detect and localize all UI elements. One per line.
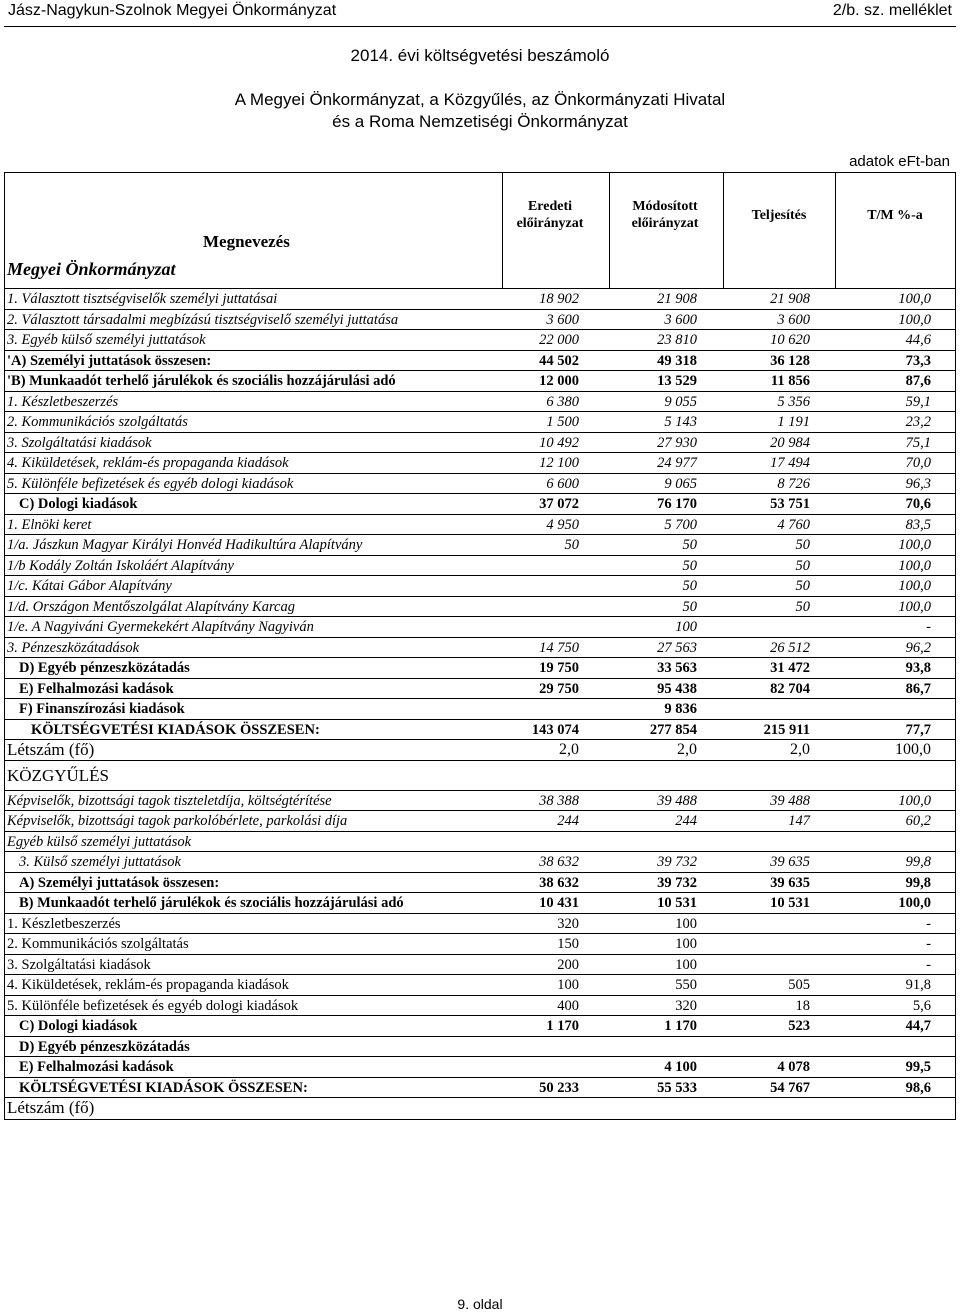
row-label: D) Egyéb pénzeszközátadás <box>19 660 190 676</box>
value-teljesites: 26 512 <box>770 639 810 656</box>
value-eredeti: 100 <box>557 977 579 993</box>
value-tm: 100,0 <box>898 792 931 809</box>
table-row <box>5 975 955 996</box>
value-eredeti: 50 233 <box>539 1079 579 1096</box>
col-modositott: Módosított előirányzat <box>631 199 699 231</box>
value-teljesites: 50 <box>795 578 810 594</box>
table-row <box>5 720 955 741</box>
row-label: 1/e. A Nagyiváni Gyermekekért Alapítvány Nagyiván <box>7 619 314 635</box>
report-title-line2: és a Roma Nemzetiségi Önkormányzat <box>332 112 628 131</box>
value-teljesites: 2,0 <box>790 741 810 758</box>
table-row <box>5 1098 955 1119</box>
row-label: 5. Különféle befizetések és egyéb dologi kiadások <box>7 997 299 1014</box>
value-eredeti: 10 492 <box>539 434 579 451</box>
table-row <box>5 791 955 812</box>
value-tm: 98,6 <box>905 1079 931 1096</box>
value-modositott: 39 732 <box>657 874 697 891</box>
table-row <box>5 474 955 495</box>
value-modositott: 24 977 <box>657 455 697 471</box>
table-row <box>5 761 955 791</box>
value-tm: 60,2 <box>905 813 931 829</box>
table-row <box>5 330 955 351</box>
row-label: Egyéb külső személyi juttatások <box>7 833 192 850</box>
value-teljesites: 20 984 <box>770 434 810 451</box>
value-eredeti: 12 000 <box>539 373 579 389</box>
value-teljesites: 50 <box>795 598 810 615</box>
value-teljesites: 39 635 <box>770 854 810 870</box>
value-modositott: 21 908 <box>657 291 697 307</box>
value-teljesites: 1 191 <box>777 414 810 430</box>
row-label: 3. Egyéb külső személyi juttatások <box>7 332 206 348</box>
value-eredeti: 22 000 <box>539 332 579 348</box>
col-eredeti: Eredeti előirányzat <box>516 199 584 231</box>
row-label: 2. Kommunikációs szolgáltatás <box>7 414 188 430</box>
table-row <box>5 1016 955 1037</box>
value-teljesites: 82 704 <box>770 680 810 697</box>
value-modositott: 100 <box>675 619 697 635</box>
value-tm: 99,5 <box>905 1059 931 1075</box>
row-label: B) Munkaadót terhelő járulékok és szociális hozzájárulási adó <box>19 895 404 911</box>
col-megnevezes: Megnevezés <box>203 232 290 251</box>
value-teljesites: 3 600 <box>777 311 810 328</box>
value-modositott: 39 488 <box>657 792 697 809</box>
value-eredeti: 4 950 <box>546 516 579 533</box>
table-row <box>5 811 955 832</box>
row-label: Létszám (fő) <box>7 1098 95 1117</box>
row-label: A) Személyi juttatások összesen: <box>19 874 220 891</box>
value-teljesites: 4 760 <box>777 516 810 533</box>
row-label: F) Finanszírozási kiadások <box>19 701 185 717</box>
row-label: 1. Választott tisztségviselők személyi juttatásai <box>7 291 278 307</box>
value-tm: 96,3 <box>905 475 931 492</box>
row-label: 3. Szolgáltatási kiadások <box>7 434 152 451</box>
value-eredeti: 143 074 <box>531 721 579 738</box>
row-label: C) Dologi kiadások <box>19 1018 138 1034</box>
value-eredeti: 44 502 <box>539 352 579 369</box>
value-eredeti: 400 <box>557 997 579 1014</box>
value-tm: 100,0 <box>898 537 931 553</box>
value-modositott: 100 <box>675 936 697 952</box>
section-megyei: Megyei Önkormányzat <box>7 259 176 279</box>
value-eredeti: 10 431 <box>539 895 579 911</box>
row-label: 3. Szolgáltatási kiadások <box>7 956 151 973</box>
value-eredeti: 1 170 <box>546 1018 579 1034</box>
row-label: D) Egyéb pénzeszközátadás <box>19 1038 190 1055</box>
table-row <box>5 832 955 853</box>
table-row <box>5 638 955 659</box>
row-label: KÖZGYŰLÉS <box>7 765 109 785</box>
value-tm: 5,6 <box>912 997 931 1014</box>
value-modositott: 2,0 <box>677 741 697 758</box>
value-tm: 99,8 <box>905 874 931 891</box>
value-tm: 91,8 <box>905 977 931 993</box>
table-row <box>5 852 955 873</box>
report-year-title: 2014. évi költségvetési beszámoló <box>350 46 610 65</box>
table-row <box>5 515 955 536</box>
table-row <box>5 412 955 433</box>
table-body <box>5 289 955 1119</box>
value-modositott: 10 531 <box>657 895 697 911</box>
value-modositott: 76 170 <box>657 496 697 512</box>
value-teljesites: 10 620 <box>770 332 810 348</box>
value-tm: 99,8 <box>905 854 931 870</box>
table-row <box>5 289 955 310</box>
value-teljesites: 50 <box>795 537 810 553</box>
value-teljesites: 18 <box>795 997 810 1014</box>
value-modositott: 550 <box>675 977 697 993</box>
table-row <box>5 371 955 392</box>
unit-note: adatok eFt-ban <box>849 153 950 170</box>
row-label: KÖLTSÉGVETÉSI KIADÁSOK ÖSSZESEN: <box>19 1079 308 1096</box>
value-modositott: 244 <box>675 813 697 829</box>
value-tm: 73,3 <box>905 352 931 369</box>
row-label: Létszám (fő) <box>7 740 95 759</box>
table-row <box>5 556 955 577</box>
value-tm: 87,6 <box>905 373 931 389</box>
value-modositott: 27 930 <box>657 434 697 451</box>
value-eredeti: 29 750 <box>539 680 579 697</box>
table-row <box>5 617 955 638</box>
table-row <box>5 351 955 372</box>
value-teljesites: 4 078 <box>777 1059 810 1075</box>
value-teljesites: 215 911 <box>763 721 810 738</box>
table-row <box>5 873 955 894</box>
value-tm: 86,7 <box>905 680 931 697</box>
value-teljesites: 53 751 <box>770 496 810 512</box>
table-row <box>5 535 955 556</box>
table-row <box>5 955 955 976</box>
table-row <box>5 996 955 1017</box>
value-eredeti: 12 100 <box>539 455 579 471</box>
value-teljesites: 8 726 <box>777 475 810 492</box>
value-modositott: 9 836 <box>664 701 697 717</box>
value-tm: 96,2 <box>905 639 931 656</box>
value-eredeti: 150 <box>557 936 579 952</box>
value-modositott: 33 563 <box>657 660 697 676</box>
value-tm: 100,0 <box>898 578 931 594</box>
table-row <box>5 679 955 700</box>
row-label: 3. Pénzeszközátadások <box>7 639 140 656</box>
header-left: Jász-Nagykun-Szolnok Megyei Önkormányzat <box>8 2 337 19</box>
value-tm: 83,5 <box>905 516 931 533</box>
value-teljesites: 11 856 <box>770 373 810 389</box>
value-teljesites: 31 472 <box>770 660 810 676</box>
value-teljesites: 505 <box>788 977 810 993</box>
value-tm: 100,0 <box>898 557 931 574</box>
budget-table <box>4 172 956 1120</box>
value-tm: 77,7 <box>905 721 931 738</box>
row-label: 1. Elnöki keret <box>7 516 92 533</box>
value-eredeti: 19 750 <box>539 660 579 676</box>
table-row <box>5 1037 955 1058</box>
value-teljesites: 523 <box>788 1018 810 1034</box>
value-teljesites: 10 531 <box>770 895 810 911</box>
value-eredeti: 18 902 <box>539 291 579 307</box>
value-eredeti: 2,0 <box>559 741 579 758</box>
value-modositott: 13 529 <box>657 373 697 389</box>
row-label: 1/b Kodály Zoltán Iskoláért Alapítvány <box>7 557 234 574</box>
value-tm: - <box>926 619 931 635</box>
row-label: 5. Különféle befizetések és egyéb dologi kiadások <box>7 475 294 492</box>
value-modositott: 9 055 <box>664 393 697 410</box>
value-modositott: 50 <box>682 578 697 594</box>
value-tm: 23,2 <box>905 414 931 430</box>
value-teljesites: 39 635 <box>770 874 810 891</box>
table-header <box>5 173 955 289</box>
table-row <box>5 433 955 454</box>
value-tm: 75,1 <box>905 434 931 451</box>
row-label: 1. Készletbeszerzés <box>7 915 121 932</box>
page-number: 9. oldal <box>457 1296 503 1312</box>
row-label: KÖLTSÉGVETÉSI KIADÁSOK ÖSSZESEN: <box>31 721 320 738</box>
row-label: 4. Kiküldetések, reklám-és propaganda kiadások <box>7 977 289 993</box>
table-row <box>5 453 955 474</box>
value-eredeti: 1 500 <box>546 414 579 430</box>
table-row <box>5 893 955 914</box>
row-label: 1/c. Kátai Gábor Alapítvány <box>7 578 172 594</box>
value-modositott: 1 170 <box>664 1018 697 1034</box>
value-modositott: 95 438 <box>657 680 697 697</box>
value-teljesites: 17 494 <box>770 455 810 471</box>
col-tm: T/M %-a <box>867 208 923 223</box>
row-label: 4. Kiküldetések, reklám-és propaganda kiadások <box>7 455 289 471</box>
table-row <box>5 658 955 679</box>
row-label: 3. Külső személyi juttatások <box>19 854 181 870</box>
value-modositott: 39 732 <box>657 854 697 870</box>
value-modositott: 5 700 <box>664 516 697 533</box>
report-title-line1: A Megyei Önkormányzat, a Közgyűlés, az Önkormányzati Hivatal <box>234 90 726 109</box>
value-modositott: 320 <box>675 997 697 1014</box>
row-label: 1/a. Jászkun Magyar Királyi Honvéd Hadikultúra Alapítvány <box>7 537 363 553</box>
value-modositott: 50 <box>682 557 697 574</box>
value-tm: - <box>926 936 931 952</box>
value-tm: 70,0 <box>905 455 931 471</box>
row-label: Képviselők, bizottsági tagok parkolóbérlete, parkolási díja <box>7 813 348 829</box>
value-tm: 100,0 <box>898 311 931 328</box>
value-tm: - <box>926 956 931 973</box>
value-eredeti: 3 600 <box>546 311 579 328</box>
value-eredeti: 14 750 <box>539 639 579 656</box>
value-modositott: 50 <box>682 537 697 553</box>
value-tm: 100,0 <box>898 598 931 615</box>
value-eredeti: 6 600 <box>546 475 579 492</box>
row-label: 'A) Személyi juttatások összesen: <box>7 352 212 369</box>
value-teljesites: 5 356 <box>777 393 810 410</box>
row-label: 1/d. Országon Mentőszolgálat Alapítvány Karcag <box>7 598 295 615</box>
header-divider <box>4 26 956 27</box>
value-eredeti: 200 <box>557 956 579 973</box>
value-modositott: 100 <box>675 915 697 932</box>
value-modositott: 4 100 <box>664 1059 697 1075</box>
value-modositott: 27 563 <box>657 639 697 656</box>
value-eredeti: 38 632 <box>539 874 579 891</box>
row-label: E) Felhalmozási kadások <box>19 1059 174 1075</box>
row-label: 2. Kommunikációs szolgáltatás <box>7 936 189 952</box>
table-row <box>5 576 955 597</box>
value-tm: 100,0 <box>895 741 931 758</box>
header-right: 2/b. sz. melléklet <box>832 2 952 19</box>
table-row <box>5 392 955 413</box>
value-modositott: 50 <box>682 598 697 615</box>
table-row <box>5 740 955 761</box>
row-label: 2. Választott társadalmi megbízású tisztségviselő személyi juttatása <box>7 311 399 328</box>
value-eredeti: 50 <box>564 537 579 553</box>
value-eredeti: 38 388 <box>539 792 579 809</box>
value-tm: 70,6 <box>905 496 931 512</box>
value-tm: - <box>926 915 931 932</box>
value-teljesites: 50 <box>795 557 810 574</box>
value-teljesites: 36 128 <box>770 352 810 369</box>
table-row <box>5 494 955 515</box>
table-row <box>5 1057 955 1078</box>
value-modositott: 277 854 <box>649 721 697 738</box>
value-modositott: 100 <box>675 956 697 973</box>
value-modositott: 49 318 <box>657 352 697 369</box>
col-teljesites: Teljesítés <box>751 208 807 223</box>
table-row <box>5 597 955 618</box>
value-modositott: 9 065 <box>664 475 697 492</box>
value-eredeti: 6 380 <box>546 393 579 410</box>
table-row <box>5 914 955 935</box>
row-label: 'B) Munkaadót terhelő járulékok és szociális hozzájárulási adó <box>7 373 396 389</box>
row-label: E) Felhalmozási kadások <box>19 680 174 697</box>
value-teljesites: 54 767 <box>770 1079 810 1096</box>
value-modositott: 5 143 <box>664 414 697 430</box>
value-modositott: 3 600 <box>664 311 697 328</box>
value-tm: 93,8 <box>905 660 931 676</box>
value-tm: 100,0 <box>898 895 931 911</box>
value-tm: 44,7 <box>905 1018 931 1034</box>
value-tm: 100,0 <box>898 291 931 307</box>
table-row <box>5 934 955 955</box>
value-modositott: 23 810 <box>657 332 697 348</box>
table-row <box>5 699 955 720</box>
value-eredeti: 38 632 <box>539 854 579 870</box>
value-eredeti: 37 072 <box>539 496 579 512</box>
value-eredeti: 244 <box>557 813 579 829</box>
value-tm: 44,6 <box>905 332 931 348</box>
table-row <box>5 1078 955 1099</box>
value-teljesites: 147 <box>788 813 810 829</box>
value-eredeti: 320 <box>557 915 579 932</box>
row-label: 1. Készletbeszerzés <box>7 393 119 410</box>
table-row <box>5 310 955 331</box>
value-teljesites: 21 908 <box>770 291 810 307</box>
value-modositott: 55 533 <box>657 1079 697 1096</box>
value-tm: 59,1 <box>905 393 931 410</box>
row-label: Képviselők, bizottsági tagok tiszteletdíja, költségtérítése <box>7 792 332 809</box>
value-teljesites: 39 488 <box>770 792 810 809</box>
row-label: C) Dologi kiadások <box>19 496 138 512</box>
